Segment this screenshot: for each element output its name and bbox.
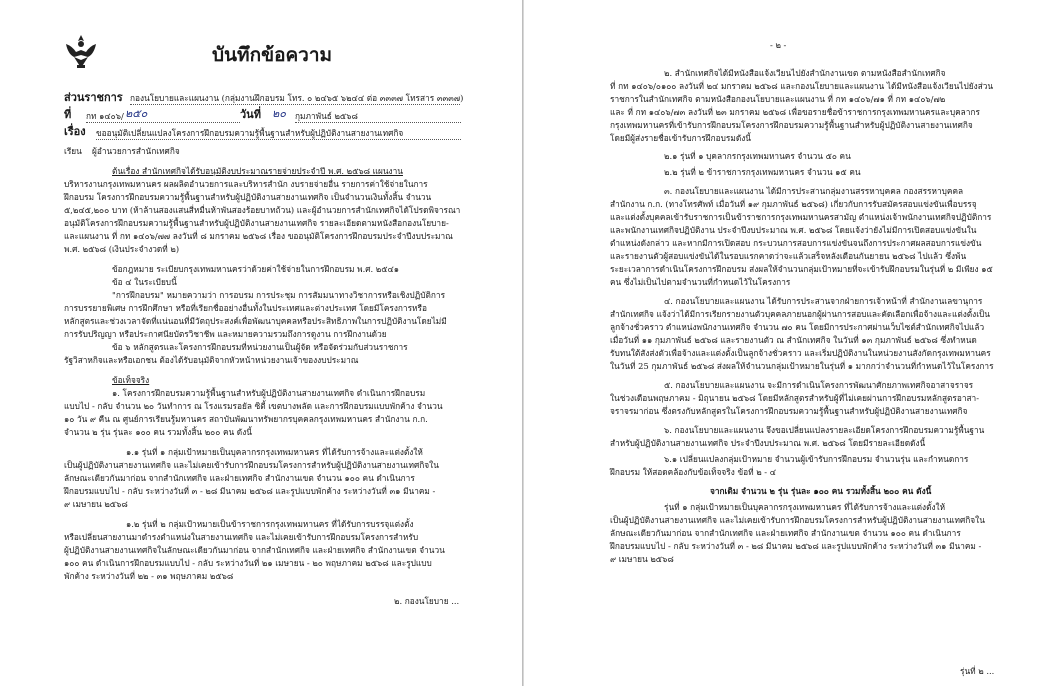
body-line: ๑๐๐ คน ดำเนินการฝึกอบรมแบบไป - กลับ ระหว่างวันที่ ๒๑ เมษายน - ๒๐ พฤษภาคม ๒๕๖๘ และรูปแบบ: [64, 558, 432, 568]
section-label: ส่วนราชการ: [64, 91, 123, 104]
body-line: รุ่นที่ ๑ กลุ่มเป้าหมายเป็นบุคลากรกรุงเทพมหานคร ที่ได้รับการจ้างและแต่งตั้งให้: [664, 502, 946, 512]
section-value: กองนโยบายและแผนงาน (กลุ่มงานฝึกอบรม โทร. ๐ ๒๔๖๕ ๖๒๔๔ ต่อ ๓๓๓๗ โทรสาร ๓๓๓๗): [130, 93, 464, 103]
body-line: พ.ศ. ๒๕๖๘ (เงินประจำงวดที่ ๒): [64, 244, 180, 254]
body-line: ลักษณะเดียวกันมาก่อน จากสำนักเทศกิจ และฝ่ายเทศกิจ สำนักงานเขต จำนวน ๑๐๐ คน ดำเนินการ: [610, 528, 961, 538]
subject-label: เรื่อง: [64, 125, 86, 138]
body-line: ๑.๑ รุ่นที่ ๑ กลุ่มเป้าหมายเป็นบุคลากรกรุงเทพมหานคร ที่ได้รับการจ้างและแต่งตั้งให้: [126, 447, 423, 457]
ref-handwritten: ๒๕๐: [125, 107, 148, 120]
body-line: ต้นเรื่อง สำนักเทศกิจได้รับอนุมัติงบประมาณรายจ่ายประจำปี พ.ศ. ๒๕๖๘ แผนงาน: [112, 166, 403, 176]
body-line: ๔. กองนโยบายและแผนงาน ได้รับการประสานจากฝ่ายการเจ้าหน้าที่ สำนักงานเลขานุการ: [664, 296, 983, 306]
date-value: กุมภาพันธ์ ๒๕๖๘: [295, 111, 461, 123]
body-line: และแต่งตั้งบุคคลเข้ารับราชการเป็นข้าราชการกรุงเทพมหานครสามัญ ตำแหน่งเจ้าพนักงานเทศกิจปฏิบัติการ: [610, 212, 992, 222]
body-line: ข้อ ๔ ในระเบียบนี้: [112, 277, 177, 287]
body-line: ๑.๒ รุ่นที่ ๒ กลุ่มเป้าหมายเป็นข้าราชการกรุงเทพมหานคร ที่ได้รับการบรรจุแต่งตั้ง: [126, 519, 414, 529]
continued-footer: ๒. กองนโยบาย ...: [394, 596, 460, 606]
body-line: ๒.๒ รุ่นที่ ๒ ข้าราชการกรุงเทพมหานคร จำนวน ๑๕ คน: [664, 167, 861, 177]
ref-value: กท ๑๔๐๖/: [86, 111, 240, 123]
body-line: จำนวน ๒ รุ่น รุ่นละ ๑๐๐ คน รวมทั้งสิ้น ๒๐๐ คน ดังนี้: [64, 427, 252, 437]
body-line: ๒.๑ รุ่นที่ ๑ บุคลากรกรุงเทพมหานคร จำนวน ๕๐ คน: [664, 151, 851, 161]
ref-label: ที่: [64, 108, 72, 121]
body-line: ข้อกฎหมาย ระเบียบกรุงเทพมหานครว่าด้วยค่าใช้จ่ายในการฝึกอบรม พ.ศ. ๒๕๔๑: [112, 264, 400, 274]
body-line: ๙ เมษายน ๒๕๖๘: [610, 554, 674, 564]
body-line: สำนักเทศกิจ แจ้งว่าได้มีการเรียกรายงานตัวบุคคลภายนอกผู้ผ่านการสอบและคัดเลือกเพื่อจ้างและแต่งตั้งเป็น: [610, 309, 990, 319]
body-line: หลักสูตรและช่วงเวลาจัดที่แน่นอนที่มีวัตถุประสงค์เพื่อพัฒนาบุคคลหรือประสิทธิภาพในการปฏิบัติงานโดยไม่มี: [64, 316, 447, 326]
date-handwritten: ๒๐: [272, 107, 286, 120]
body-line: ๙ เมษายน ๒๕๖๘: [64, 499, 128, 509]
body-line: ๒. สำนักเทศกิจได้มีหนังสือแจ้งเวียนไปยังสำนักงานเขต ตามหนังสือสำนักเทศกิจ: [664, 68, 946, 78]
body-line: ในช่วงเดือนพฤษภาคม - มิถุนายน ๒๕๖๘ โดยมีหลักสูตรสำหรับผู้ที่ไม่เคยผ่านการฝึกอบรมหลักสูตรอาสา-: [610, 393, 980, 403]
date-label: วันที่: [240, 108, 261, 121]
body-line: และรายงานตัวผู้สอบแข่งขันได้ในรอบแรกคาดว่าจะแล้วเสร็จหลังเดือนกันยายน ๒๕๖๘ ไปแล้ว ซึ่งพ้น: [610, 251, 967, 261]
body-line: คน ซึ่งไม่เป็นไปตามจำนวนที่กำหนดไว้ในโครงการ: [610, 277, 791, 287]
body-line: ๑. โครงการฝึกอบรมความรู้พื้นฐานสำหรับผู้ปฏิบัติงานสายงานเทศกิจ ดำเนินการฝึกอบรม: [112, 388, 426, 398]
body-line: ฝึกอบรมแบบไป - กลับ ระหว่างวันที่ ๓ - ๒๘ มีนาคม ๒๕๖๘ และรูปแบบพักค้าง ระหว่างวันที่ ๓๑ มีนาคม -: [64, 486, 436, 496]
body-line: จราจรมาก่อน ซึ่งตรงกับหลักสูตรในโครงการฝึกอบรมความรู้พื้นฐานสำหรับผู้ปฏิบัติงานสายงานเทศกิจ: [610, 406, 968, 416]
body-line: ที่ กท ๑๔๐๖/๐๑๐๐ ลงวันที่ ๒๔ มกราคม ๒๕๖๘ และกองนโยบายและแผนงาน ได้มีหนังสือแจ้งเวียนไปยังส่วน: [610, 81, 994, 91]
body-line: สำนักงาน ก.ก. (ทางโทรศัพท์ เมื่อวันที่ ๑๙ กุมภาพันธ์ ๒๕๖๘) เกี่ยวกับการรับสมัครสอบแข่งขันเพื่อบรรจุ: [610, 199, 977, 209]
body-line: ฝึกอบรม โครงการฝึกอบรมความรู้พื้นฐานสำหรับผู้ปฏิบัติงานสายงานเทศกิจ เป็นจำนวนเงินทั้งสิ้น จำนวน: [64, 192, 432, 202]
body-line: หรือเปลี่ยนสายงานมาดำรงตำแหน่งในสายงานเทศกิจ และไม่เคยเข้ารับการฝึกอบรมโครงการสำหรับ: [64, 532, 419, 542]
body-line: ลูกจ้างชั่วคราว ตำแหน่งพนักงานเทศกิจ จำนวน ๗๐ คน โดยมีการประกาศผ่านเว็บไซต์สำนักเทศกิจไปแล้ว: [610, 322, 985, 332]
body-line: และแผนงาน ที่ กท ๑๔๐๖/๗๗ ลงวันที่ ๘ มกราคม ๒๕๖๘ เรื่อง ขออนุมัติโครงการฝึกอบรมประจำปีงบประมาณ: [64, 231, 453, 241]
body-line: ตำแหน่งดังกล่าว และหากมีการเปิดสอบ กระบวนการสอบการแข่งขันจนถึงการประกาศผลสอบการแข่งขัน: [610, 238, 982, 248]
memo-title: บันทึกข้อความ: [212, 44, 333, 66]
body-line: เมื่อวันที่ ๑๑ กุมภาพันธ์ ๒๕๖๘ และรายงานตัว ณ สำนักเทศกิจ ในวันที่ ๑๓ กุมภาพันธ์ ๒๕๖๘ ซึ่งทำหนด: [610, 335, 977, 345]
body-line: กรุงเทพมหานครที่เข้ารับการฝึกอบรมโครงการฝึกอบรมความรู้พื้นฐานสำหรับผู้ปฏิบัติงานสายงานเทศกิจ: [610, 120, 973, 130]
body-line: จากเดิม จำนวน ๒ รุ่น รุ่นละ ๑๐๐ คน รวมทั้งสิ้น ๒๐๐ คน ดังนี้: [710, 486, 932, 496]
body-line: เป็นผู้ปฏิบัติงานสายงานเทศกิจ และไม่เคยเข้ารับการฝึกอบรมโครงการสำหรับผู้ปฏิบัติงานสายงานเทศกิจใน: [610, 515, 985, 525]
body-line: และพนักงานเทศกิจปฏิบัติงาน ประจำปีงบประมาณ พ.ศ. ๒๕๖๘ โดยแจ้งว่ายังไม่มีการเปิดสอบแข่งขันใน: [610, 225, 977, 235]
subject-value: ขออนุมัติเปลี่ยนแปลงโครงการฝึกอบรมความรู้พื้นฐานสำหรับผู้ปฏิบัติงานสายงานเทศกิจ: [96, 128, 461, 140]
body-line: ๖.๑ เปลี่ยนแปลงกลุ่มเป้าหมาย จำนวนผู้เข้ารับการฝึกอบรม จำนวนรุ่น และกำหนดการ: [664, 454, 969, 464]
body-line: รับทนใต้สังส่งตัวเพื่อจ้างและแต่งตั้งเป็นลูกจ้างชั่วคราว และเริ่มปฏิบัติงานในหน่วยงานสังกัดกรุงเทพมหานคร: [610, 348, 991, 358]
body-line: การบรรยายพิเศษ การฝึกศึกษา หรือที่เรียกชื่ออย่างอื่นทั้งในประเทศและต่างประเทศ โดยมีโครงการหรือ: [64, 303, 427, 313]
body-line: บริหารงานกรุงเทพมหานคร ผลผลิตอำนวยการและบริหารสำนัก งบรายจ่ายอื่น รายการค่าใช้จ่ายในการ: [64, 179, 428, 189]
body-line: พักค้าง ระหว่างวันที่ ๒๒ - ๓๑ พฤษภาคม ๒๕๖๘: [64, 571, 234, 581]
continued-footer: รุ่นที่ ๒ ...: [960, 666, 995, 676]
body-line: ลักษณะเดียวกันมาก่อน จากสำนักเทศกิจ และฝ่ายเทศกิจ สำนักงานเขต จำนวน ๑๐๐ คน ดำเนินการ: [64, 473, 415, 483]
page-number: - ๒ -: [770, 40, 787, 50]
body-heading: ข้อเท็จจริง: [112, 375, 150, 385]
body-line: ระยะเวลาการดำเนินโครงการฝึกอบรม ส่งผลให้จำนวนกลุ่มเป้าหมายที่จะเข้ารับฝึกอบรมในรุ่นที่ ๒ มีเพียง ๑๕: [610, 264, 993, 274]
body-line: อนุมัติโครงการฝึกอบรมความรู้พื้นฐานสำหรับผู้ปฏิบัติงานสายงานเทศกิจ รายละเอียดตามหนังสือกองนโยบาย-: [64, 218, 449, 228]
body-line: ข้อ ๖ หลักสูตรและโครงการฝึกอบรมที่หน่วยงานเป็นผู้จัด หรือจัดร่วมกับส่วนราชการ: [112, 342, 408, 352]
body-line: ๑๐ วัน ๙ คืน ณ ศูนย์การเรียนรู้มหานคร สถาบันพัฒนาทรัพยากรบุคคลกรุงเทพมหานคร สำนักงาน ก.ก.: [64, 414, 428, 424]
body-line: ฝึกอบรมแบบไป - กลับ ระหว่างวันที่ ๓ - ๒๘ มีนาคม ๒๕๖๘ และรูปแบบพักค้าง ระหว่างวันที่ ๓๑ มีนาคม -: [610, 541, 982, 551]
garuda-emblem-icon: [62, 32, 100, 72]
body-line: โดยมีผู้ส่งรายชื่อเข้ารับการฝึกอบรมดังนี้: [610, 133, 751, 143]
body-line: ๖. กองนโยบายและแผนงาน จึงขอเปลี่ยนแปลงรายละเอียดโครงการฝึกอบรมความรู้พื้นฐาน: [664, 425, 985, 435]
body-line: การรับปริญญา หรือประกาศนียบัตรวิชาชีพ และหมายความรวมถึงการดูงาน การฝึกงานด้วย: [64, 329, 387, 339]
body-line: ราชการในสำนักเทศกิจ ตามหนังสือกองนโยบายและแผนงาน ที่ กท ๑๔๐๖/๗๑ ที่ กท ๑๔๐๖/๗๒: [610, 94, 946, 104]
body-line: สำหรับผู้ปฏิบัติงานสายงานเทศกิจ ประจำปีงบประมาณ พ.ศ. ๒๕๖๘ โดยมีรายละเอียดดังนี้: [610, 438, 926, 448]
memo-page-2: [524, 0, 1044, 686]
body-line: เป็นผู้ปฏิบัติงานสายงานเทศกิจ และไม่เคยเข้ารับการฝึกอบรมโครงการสำหรับผู้ปฏิบัติงานสายงานเทศกิจใน: [64, 460, 439, 470]
body-line: ผู้ปฏิบัติงานสายงานเทศกิจในลักษณะเดียวกันมาก่อน จากสำนักเทศกิจ และฝ่ายเทศกิจ สำนักงานเขต จำนวน: [64, 545, 445, 555]
body-line: ๓. กองนโยบายและแผนงาน ได้มีการประสานกลุ่มงานสรรหาบุคคล กองสรรหาบุคคล: [664, 186, 964, 196]
body-line: ในวันที่ 25 กุมภาพันธ์ ๒๕๖๘ ส่งผลให้จำนวนกลุ่มเป้าหมายในรุ่นที่ ๑ มากกว่าจำนวนที่กำหนดไว้ในโครงการ: [610, 361, 994, 371]
body-line: แบบไป - กลับ จำนวน ๒๐ วันทำการ ณ โรงแรมรอยัล ซิตี้ เขตบางพลัด และการฝึกอบรมแบบพักค้าง จำนวน: [64, 401, 443, 411]
to-value: ผู้อำนวยการสำนักเทศกิจ: [92, 146, 180, 156]
body-line: และ ที่ กท ๑๔๐๖/๗๓ ลงวันที่ ๒๓ มกราคม ๒๕๖๘ เพื่อขอรายชื่อข้าราชการกรุงเทพมหานครและบุคลากร: [610, 107, 980, 117]
body-line: ฝึกอบรม ให้สอดคล้องกับข้อเท็จจริง ข้อที่ ๒ - ๔: [610, 467, 777, 477]
to-label: เรียน: [64, 146, 82, 156]
body-line: "การฝึกอบรม" หมายความว่า การอบรม การประชุม การสัมมนาทางวิชาการหรือเชิงปฏิบัติการ: [112, 290, 446, 300]
body-line: ๕. กองนโยบายและแผนงาน จะมีการดำเนินโครงการพัฒนาศักยภาพเทศกิจอาสาจราจร: [664, 380, 974, 390]
body-line: ๕,๒๔๕,๒๐๐ บาท (ห้าล้านสองแสนสี่หมื่นห้าพันสองร้อยบาทถ้วน) และผู้อำนวยการสำนักเทศกิจได้โปรดพิจารณา: [64, 205, 461, 215]
body-line: รัฐวิสาหกิจและหรือเอกชน ต้องได้รับอนุมัติจากหัวหน้าหน่วยงานเจ้าของงบประมาณ: [64, 355, 359, 365]
